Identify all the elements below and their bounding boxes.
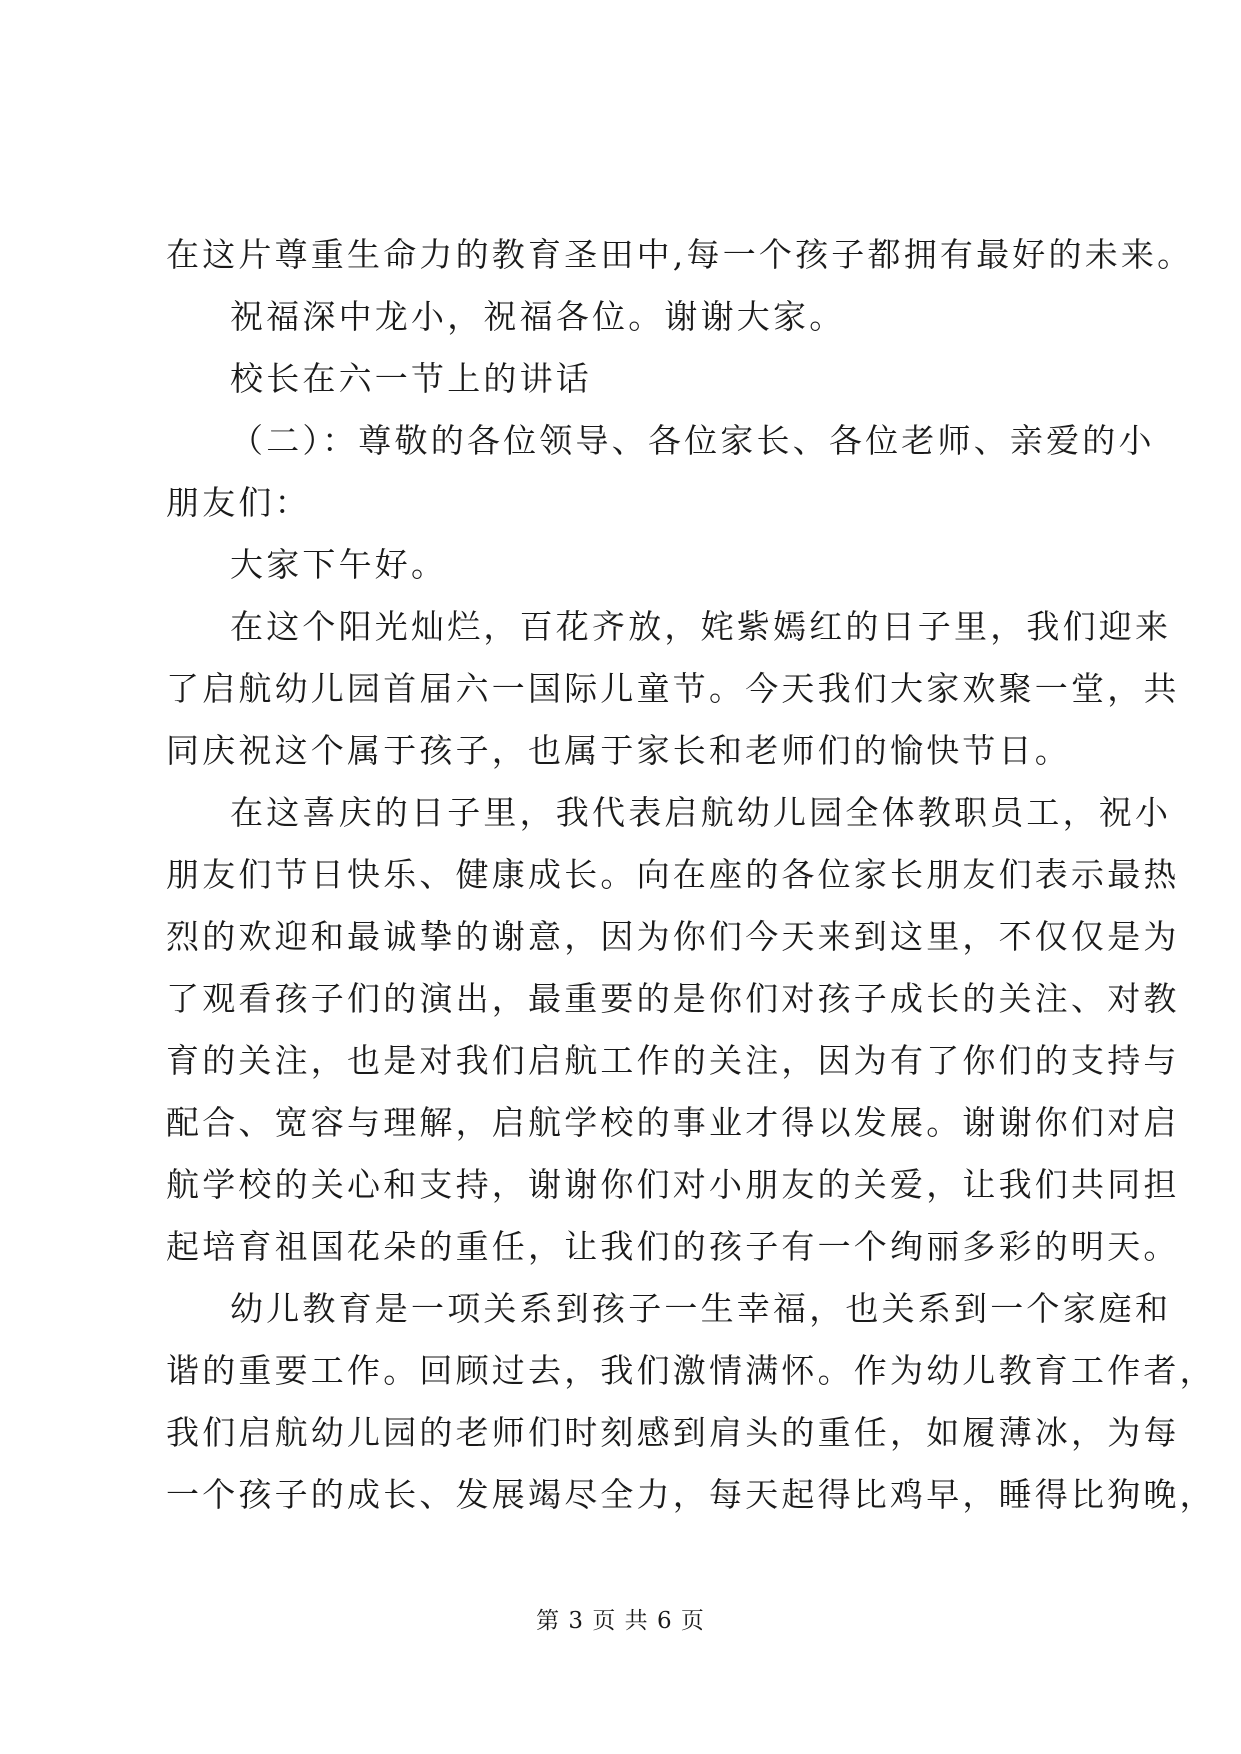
body-line-20: 我们启航幼儿园的老师们时刻感到肩头的重任，如履薄冰，为每: [166, 1413, 1180, 1452]
body-line-7: 在这个阳光灿烂，百花齐放，姹紫嫣红的日子里，我们迎来: [230, 607, 1172, 646]
body-line-17: 起培育祖国花朵的重任，让我们的孩子有一个绚丽多彩的明天。: [166, 1227, 1180, 1266]
body-line-8: 了启航幼儿园首届六一国际儿童节。今天我们大家欢聚一堂，共: [166, 669, 1180, 708]
body-line-14: 育的关注，也是对我们启航工作的关注，因为有了你们的支持与: [166, 1041, 1180, 1080]
body-line-4: （二）：尊敬的各位领导、各位家长、各位老师、亲爱的小: [230, 421, 1155, 460]
section-title: 校长在六一节上的讲话: [230, 359, 592, 398]
body-line-18: 幼儿教育是一项关系到孩子一生幸福，也关系到一个家庭和: [230, 1289, 1172, 1328]
body-line-9: 同庆祝这个属于孩子，也属于家长和老师们的愉快节日。: [166, 731, 1071, 770]
body-line-21: 一个孩子的成长、发展竭尽全力，每天起得比鸡早，睡得比狗晚，: [166, 1475, 1216, 1514]
body-line-1: 在这片尊重生命力的教育圣田中,每一个孩子都拥有最好的未来。: [166, 235, 1194, 274]
body-line-12: 烈的欢迎和最诚挚的谢意，因为你们今天来到这里，不仅仅是为: [166, 917, 1180, 956]
body-line-15: 配合、宽容与理解，启航学校的事业才得以发展。谢谢你们对启: [166, 1103, 1180, 1142]
body-line-16: 航学校的关心和支持，谢谢你们对小朋友的关爱，让我们共同担: [166, 1165, 1180, 1204]
page-footer: 第 3 页 共 6 页: [536, 1608, 705, 1634]
body-line-10: 在这喜庆的日子里，我代表启航幼儿园全体教职员工，祝小: [230, 793, 1172, 832]
body-line-5: 朋友们：: [166, 483, 311, 522]
body-line-19: 谐的重要工作。回顾过去，我们激情满怀。作为幼儿教育工作者，: [166, 1351, 1216, 1390]
body-line-6: 大家下午好。: [230, 545, 448, 584]
body-line-11: 朋友们节日快乐、健康成长。向在座的各位家长朋友们表示最热: [166, 855, 1180, 894]
body-line-13: 了观看孩子们的演出，最重要的是你们对孩子成长的关注、对教: [166, 979, 1180, 1018]
body-line-2: 祝福深中龙小，祝福各位。谢谢大家。: [230, 297, 846, 336]
